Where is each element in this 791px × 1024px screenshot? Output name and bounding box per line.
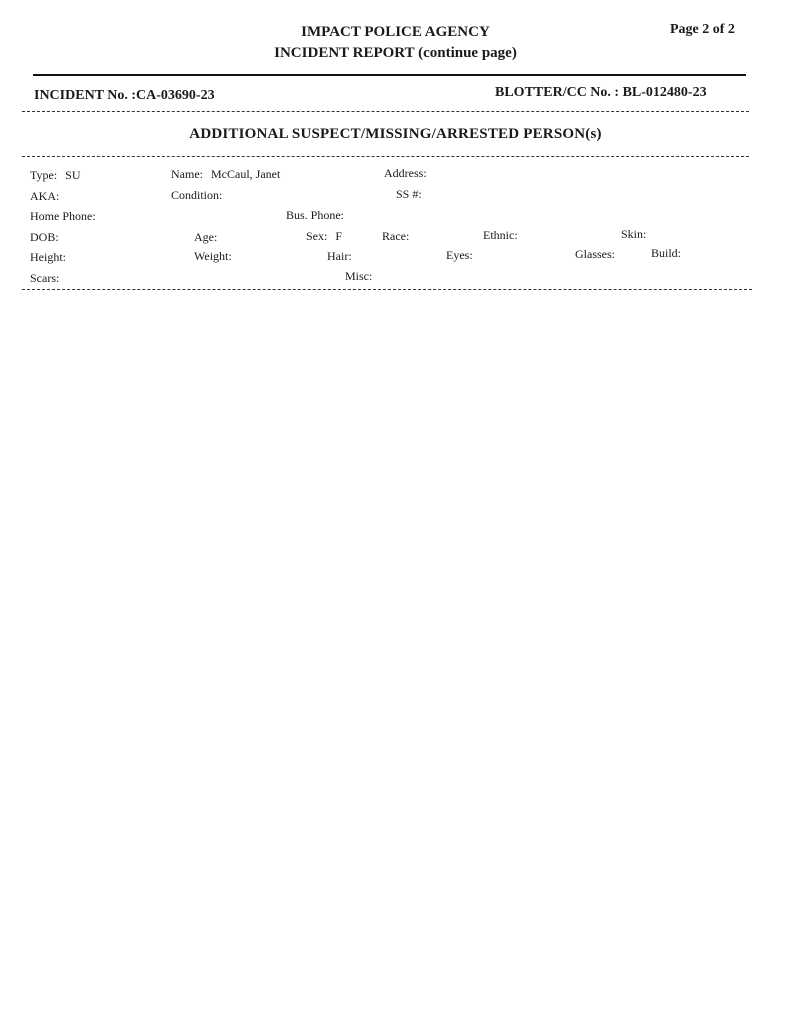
incident-number — [34, 88, 215, 104]
skin-label: Skin: — [621, 227, 647, 241]
eyes-label: Eyes: — [446, 248, 473, 262]
blotter-number-label: BLOTTER/CC No. : — [495, 85, 620, 100]
blotter-number — [495, 85, 707, 101]
aka-label: AKA: — [30, 189, 60, 203]
sex-field — [306, 229, 342, 244]
name-field — [171, 167, 280, 182]
glasses-label: Glasses: — [575, 247, 615, 261]
dashed-divider-1 — [22, 111, 749, 112]
home-phone-label: Home Phone: — [30, 209, 96, 223]
incident-number-label: INCIDENT No. : — [34, 88, 137, 103]
page-number: Page 2 of 2 — [670, 22, 735, 37]
bus-phone-label: Bus. Phone: — [286, 208, 345, 222]
race-label: Race: — [382, 229, 410, 243]
height-label: Height: — [30, 250, 66, 264]
build-label: Build: — [651, 246, 682, 260]
name-label: Name: — [171, 167, 203, 181]
dashed-divider-2 — [22, 156, 749, 157]
name-value: McCaul, Janet — [211, 167, 281, 181]
report-title: INCIDENT REPORT (continue page) — [274, 45, 517, 61]
weight-label: Weight: — [194, 249, 232, 263]
condition-label: Condition: — [171, 188, 223, 202]
address-label: Address: — [384, 166, 427, 180]
type-value: SU — [65, 168, 81, 182]
ethnic-label: Ethnic: — [483, 228, 518, 242]
ss-label: SS #: — [396, 187, 422, 201]
dob-label: DOB: — [30, 230, 59, 244]
misc-label: Misc: — [345, 269, 373, 283]
scars-label: Scars: — [30, 271, 60, 285]
incident-number-value: CA-03690-23 — [136, 88, 215, 103]
dashed-divider-3 — [22, 289, 752, 290]
type-label: Type: — [30, 168, 58, 182]
header-divider — [33, 74, 746, 76]
type-field — [30, 168, 81, 183]
sex-label: Sex: — [306, 229, 328, 243]
blotter-number-value: BL-012480-23 — [622, 85, 707, 100]
age-label: Age: — [194, 230, 218, 244]
hair-label: Hair: — [327, 249, 352, 263]
sex-value: F — [335, 229, 343, 243]
section-title: ADDITIONAL SUSPECT/MISSING/ARRESTED PERSON(s) — [189, 126, 602, 142]
agency-title: IMPACT POLICE AGENCY — [301, 24, 490, 40]
